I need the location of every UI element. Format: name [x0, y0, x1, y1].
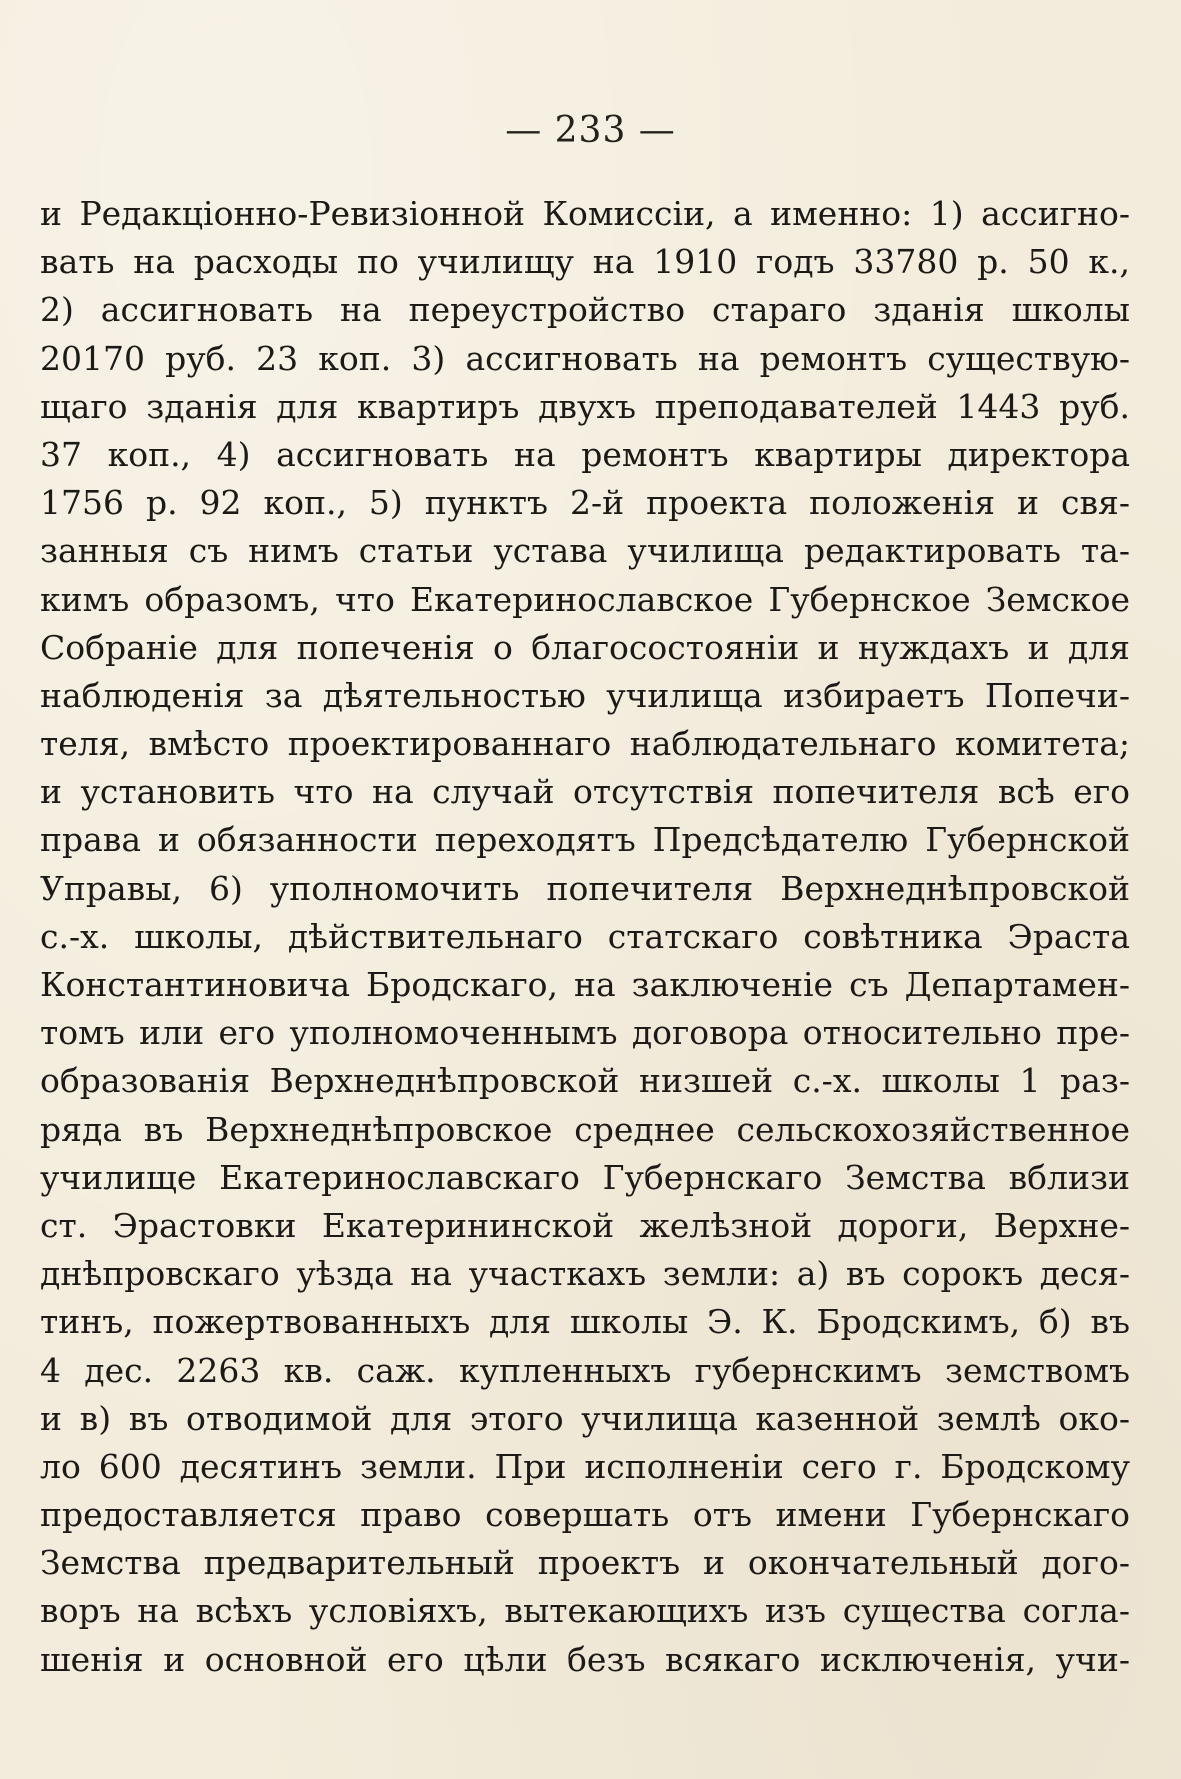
text-line: днѣпровскаго уѣзда на участкахъ земли: а) въ сорокъ деся-: [40, 1254, 1130, 1294]
text-line: образованія Верхнеднѣпровской низшей с.-х. школы 1 раз-: [40, 1061, 1130, 1101]
text-line: теля, вмѣсто проектированнаго наблюдательнаго комитета;: [40, 724, 1130, 764]
text-line: вать на расходы по училищу на 1910 годъ 33780 р. 50 к.,: [40, 242, 1130, 282]
text-line: училище Екатеринославскаго Губернскаго Земства вблизи: [40, 1157, 1130, 1197]
text-line: занныя съ нимъ статьи устава училища редактировать та-: [40, 531, 1130, 571]
text-line: тинъ, пожертвованныхъ для школы Э. К. Бродскимъ, б) въ: [40, 1302, 1130, 1342]
text-line: и Редакціонно-Ревизіонной Комиссіи, а именно: 1) ассигно-: [40, 194, 1130, 233]
text-line: Управы, 6) уполномочить попечителя Верхнеднѣпровской: [40, 868, 1130, 908]
text-line: томъ или его уполномоченнымъ договора относительно пре-: [40, 1013, 1130, 1053]
text-line: щаго зданія для квартиръ двухъ преподавателей 1443 руб.: [40, 386, 1130, 426]
text-line: и в) въ отводимой для этого училища казенной землѣ око-: [40, 1398, 1130, 1438]
text-line: Земства предварительный проектъ и окончательный дого-: [40, 1543, 1130, 1583]
text-line: ло 600 десятинъ земли. При исполненіи сего г. Бродскому: [40, 1446, 1130, 1486]
text-line: 1756 р. 92 коп., 5) пунктъ 2-й проекта положенія и свя-: [40, 483, 1130, 523]
body-text: [40, 190, 1130, 1684]
text-line: Константиновича Бродскаго, на заключеніе съ Департамен-: [40, 965, 1130, 1004]
text-line: кимъ образомъ, что Екатеринославское Губернское Земское: [40, 579, 1130, 619]
text-line: Собраніе для попеченія о благосостояніи и нуждахъ и для: [40, 627, 1130, 667]
text-line: шенія и основной его цѣли безъ всякаго исключенія, учи-: [40, 1639, 1130, 1679]
text-line: 20170 руб. 23 коп. 3) ассигновать на ремонтъ существую-: [40, 338, 1130, 378]
text-line: и установить что на случай отсутствія попечителя всѣ его: [40, 772, 1130, 812]
text-line: ряда въ Верхнеднѣпровское среднее сельскохозяйственное: [40, 1109, 1130, 1149]
text-line: с.-х. школы, дѣйствительнаго статскаго совѣтника Эраста: [40, 916, 1130, 956]
text-line: 2) ассигновать на переустройство стараго зданія школы: [40, 290, 1130, 330]
text-line: ст. Эрастовки Екатерининской желѣзной дороги, Верхне-: [40, 1205, 1130, 1245]
page-number: — 233 —: [505, 110, 676, 151]
text-line: предоставляется право совершать отъ имени Губернскаго: [40, 1495, 1130, 1535]
text-line: 37 коп., 4) ассигновать на ремонтъ квартиры директора: [40, 434, 1130, 474]
text-line: 4 дес. 2263 кв. саж. купленныхъ губернскимъ земствомъ: [40, 1350, 1130, 1390]
text-line: наблюденія за дѣятельностью училища избираетъ Попечи-: [40, 675, 1130, 715]
text-line: права и обязанности переходятъ Предсѣдателю Губернской: [40, 820, 1130, 860]
text-line: воръ на всѣхъ условіяхъ, вытекающихъ изъ существа согла-: [40, 1591, 1130, 1631]
